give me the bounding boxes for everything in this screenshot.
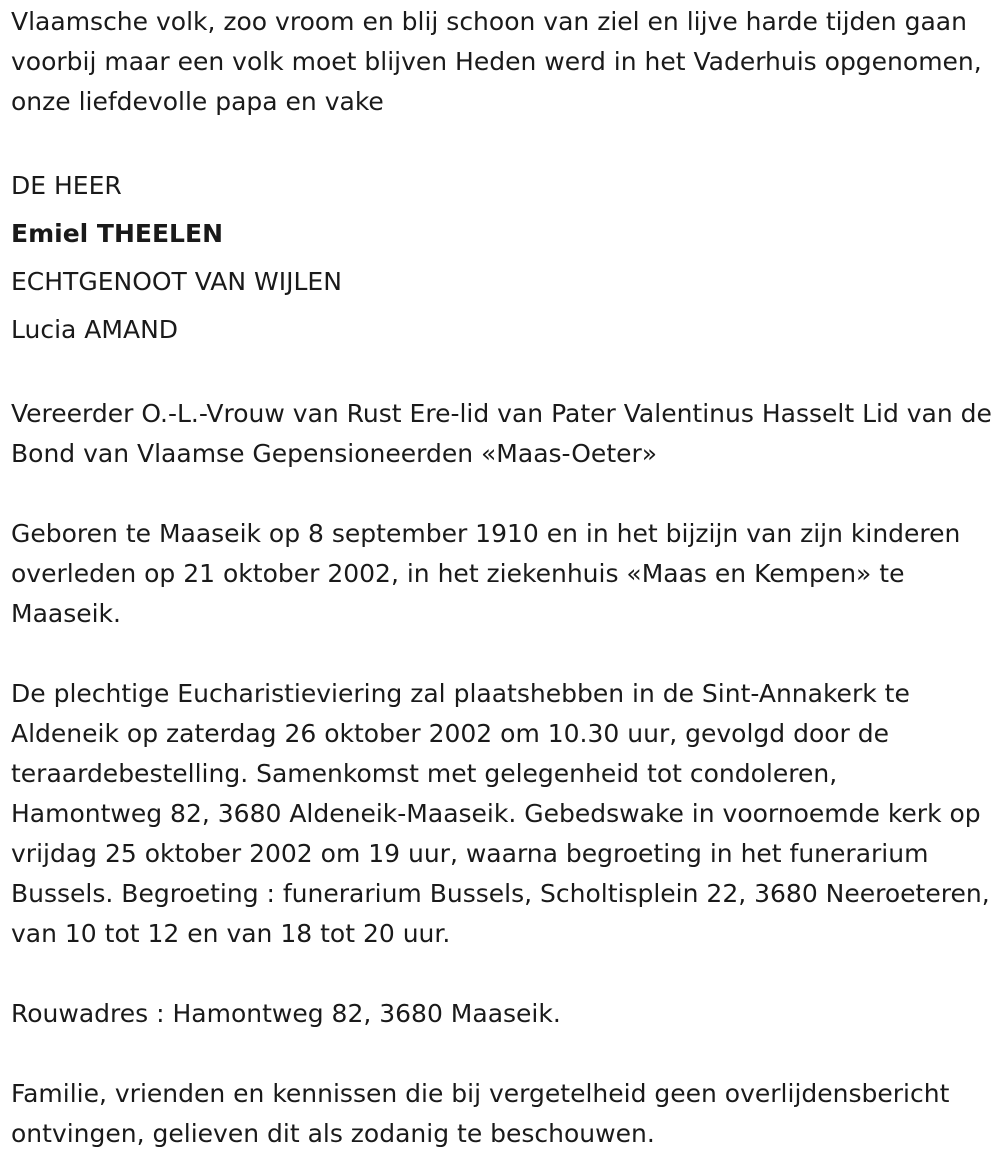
ceremony-paragraph: De plechtige Eucharistieviering zal plaatshebben in de Sint-Annakerk te Aldeneik op zaterdag 26 oktober 2002 om 10.30 uur, gevolgd door de teraardebestelling. Samenkomst met gelegenheid tot condoleren, Hamontweg 82, 3680 Aldeneik-Maaseik. Gebedswake in voornoemde kerk op vrijdag 25 oktober 2002 om 19 uur, waarna begroeting in het funerarium Bussels. Begroeting : funerarium Bussels, Scholtisplein 22, 3680 Neeroeteren, van 10 tot 12 en van 18 tot 20 uur. [11,679,990,948]
deceased-name: Emiel THEELEN [11,219,223,248]
obituary-document [11,2,996,1154]
spouse-name: Lucia AMAND [11,315,179,344]
title-prefix: DE HEER [11,171,122,200]
mourning-address: Rouwadres : Hamontweg 82, 3680 Maaseik. [11,999,561,1028]
intro-paragraph: Vlaamsche volk, zoo vroom en blij schoon van ziel en lijve harde tijden gaan voorbij maar een volk moet blijven Heden werd in het Vaderhuis opgenomen, onze liefdevolle papa en vake [11,7,982,116]
birth-death-paragraph: Geboren te Maaseik op 8 september 1910 en in het bijzijn van zijn kinderen overleden op 21 oktober 2002, in het ziekenhuis «Maas en Kempen» te Maaseik. [11,519,961,628]
spouse-label: ECHTGENOOT VAN WIJLEN [11,267,342,296]
closing-paragraph: Familie, vrienden en kennissen die bij vergetelheid geen overlijdensbericht ontvingen, gelieven dit als zodanig te beschouwen. [11,1079,950,1148]
memberships-paragraph: Vereerder O.-L.-Vrouw van Rust Ere-lid van Pater Valentinus Hasselt Lid van de Bond van Vlaamse Gepensioneerden «Maas-Oeter» [11,399,992,468]
